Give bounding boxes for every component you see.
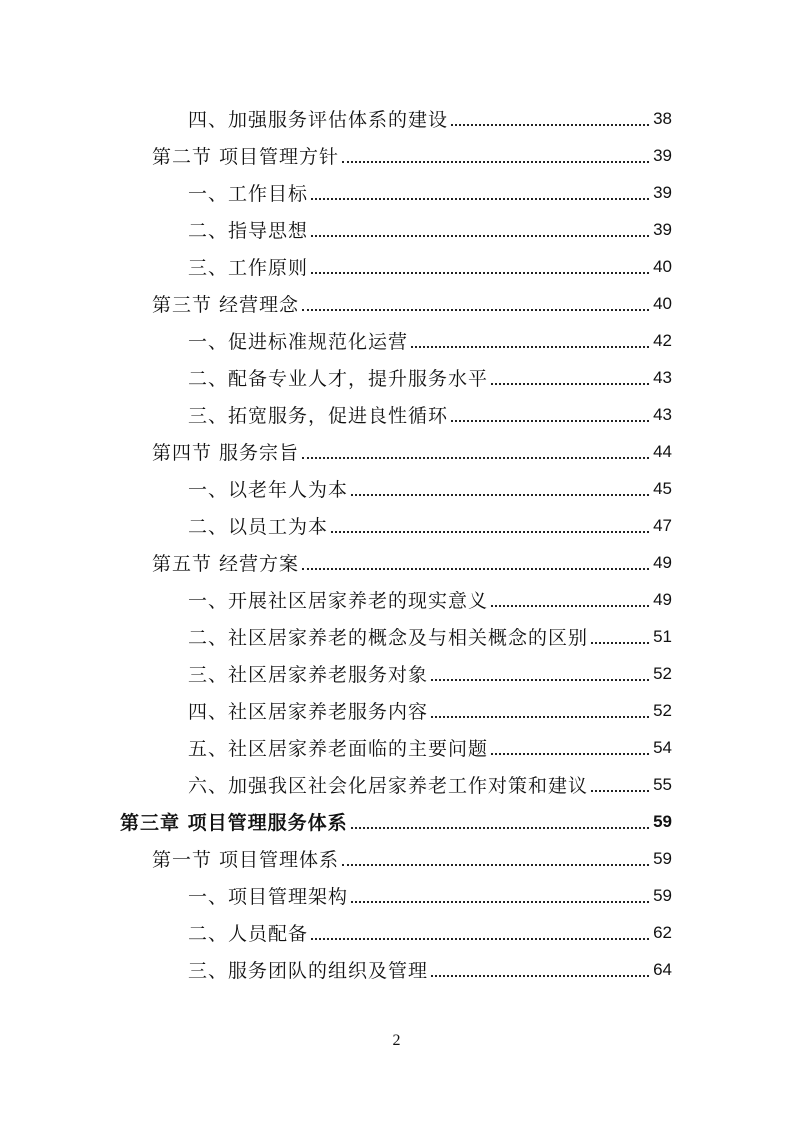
toc-entry-title: 第五节 经营方案	[152, 553, 300, 575]
toc-entry-title: 一、项目管理架构	[188, 886, 349, 908]
toc-entry-title: 二、社区居家养老的概念及与相关概念的区别	[188, 627, 589, 649]
toc-entry[interactable]	[188, 914, 672, 951]
toc-entry-title: 二、配备专业人才，提升服务水平	[188, 368, 489, 390]
toc-leader-dots	[311, 938, 649, 940]
toc-leader-dots	[311, 235, 649, 237]
toc-leader-dots	[411, 346, 649, 348]
toc-entry-title: 三、工作原则	[188, 257, 309, 279]
toc-entry-title: 四、加强服务评估体系的建设	[188, 109, 449, 131]
toc-entry-page: 44	[653, 441, 672, 461]
toc-entry-title: 六、加强我区社会化居家养老工作对策和建议	[188, 775, 589, 797]
toc-entry-page: 55	[653, 774, 672, 794]
toc-entry-title: 三、社区居家养老服务对象	[188, 664, 429, 686]
toc-entry[interactable]	[188, 470, 672, 507]
toc-entry[interactable]	[188, 396, 672, 433]
toc-entry-page: 40	[653, 256, 672, 276]
toc-leader-dots	[302, 309, 649, 311]
toc-entry-page: 39	[653, 145, 672, 165]
toc-entry[interactable]	[188, 248, 672, 285]
toc-entry-title: 第三章 项目管理服务体系	[120, 812, 348, 834]
page-number: 2	[392, 1032, 401, 1049]
toc-entry[interactable]	[188, 359, 672, 396]
toc-leader-dots	[351, 827, 649, 829]
toc-entry-title: 第一节 项目管理体系	[152, 849, 340, 871]
toc-entry[interactable]	[188, 729, 672, 766]
toc-leader-dots	[351, 494, 649, 496]
toc-entry-page: 40	[653, 293, 672, 313]
toc-entry-page: 62	[653, 922, 672, 942]
toc-leader-dots	[302, 457, 649, 459]
toc-entry[interactable]	[152, 544, 672, 581]
toc-leader-dots	[491, 753, 649, 755]
toc-entry[interactable]	[188, 692, 672, 729]
toc-entry[interactable]	[188, 507, 672, 544]
toc-entry-page: 59	[653, 848, 672, 868]
toc-leader-dots	[591, 642, 649, 644]
toc-entry-title: 三、拓宽服务，促进良性循环	[188, 405, 449, 427]
toc-entry[interactable]	[188, 322, 672, 359]
toc-entry[interactable]	[188, 581, 672, 618]
toc-entry-page: 43	[653, 404, 672, 424]
toc-chapter-entry[interactable]	[120, 803, 672, 840]
toc-leader-dots	[342, 864, 649, 866]
toc-entry-title: 二、人员配备	[188, 923, 309, 945]
toc-entry-page: 39	[653, 182, 672, 202]
toc-entry-title: 三、服务团队的组织及管理	[188, 960, 429, 982]
toc-leader-dots	[451, 124, 649, 126]
toc-leader-dots	[342, 161, 649, 163]
toc-entry[interactable]	[188, 100, 672, 137]
toc-entry[interactable]	[188, 655, 672, 692]
toc-entry[interactable]	[152, 137, 672, 174]
toc-leader-dots	[431, 716, 649, 718]
toc-leader-dots	[431, 679, 649, 681]
toc-entry[interactable]	[188, 174, 672, 211]
toc-leader-dots	[331, 531, 649, 533]
toc-entry[interactable]	[188, 766, 672, 803]
toc-entry-page: 54	[653, 737, 672, 757]
toc-entry-page: 49	[653, 552, 672, 572]
toc-entry-title: 一、促进标准规范化运营	[188, 331, 409, 353]
toc-entry-page: 43	[653, 367, 672, 387]
toc-entry-page: 47	[653, 515, 672, 535]
toc-entry-title: 一、开展社区居家养老的现实意义	[188, 590, 489, 612]
toc-entry[interactable]	[152, 285, 672, 322]
toc-entry-page: 38	[653, 108, 672, 128]
toc-entry-page: 52	[653, 700, 672, 720]
toc-entry-title: 第二节 项目管理方针	[152, 146, 340, 168]
toc-leader-dots	[311, 272, 649, 274]
toc-entry-page: 49	[653, 589, 672, 609]
toc-leader-dots	[591, 790, 649, 792]
toc-entry[interactable]	[188, 951, 672, 988]
toc-leader-dots	[491, 605, 649, 607]
toc-entry[interactable]	[188, 211, 672, 248]
toc-leader-dots	[351, 901, 649, 903]
toc-leader-dots	[451, 420, 649, 422]
toc-entry-title: 第三节 经营理念	[152, 294, 300, 316]
toc-entry-page: 59	[653, 811, 672, 831]
toc-entry[interactable]	[152, 840, 672, 877]
toc-entry-page: 45	[653, 478, 672, 498]
toc-entry-title: 一、以老年人为本	[188, 479, 349, 501]
toc-leader-dots	[302, 568, 649, 570]
toc-entry-page: 59	[653, 885, 672, 905]
toc-entry-title: 第四节 服务宗旨	[152, 442, 300, 464]
toc-entry[interactable]	[188, 618, 672, 655]
toc-entry-title: 二、指导思想	[188, 220, 309, 242]
toc-entry-title: 二、以员工为本	[188, 516, 329, 538]
toc-entry-title: 四、社区居家养老服务内容	[188, 701, 429, 723]
toc-entry-title: 五、社区居家养老面临的主要问题	[188, 738, 489, 760]
toc-entry-page: 51	[653, 626, 672, 646]
toc-entry-page: 42	[653, 330, 672, 350]
toc-entry-title: 一、工作目标	[188, 183, 309, 205]
toc-entry-page: 64	[653, 959, 672, 979]
toc-leader-dots	[311, 198, 649, 200]
toc-leader-dots	[431, 975, 649, 977]
toc-entry-page: 52	[653, 663, 672, 683]
toc-leader-dots	[491, 383, 649, 385]
toc-entry[interactable]	[152, 433, 672, 470]
toc-entry[interactable]	[188, 877, 672, 914]
toc-entry-page: 39	[653, 219, 672, 239]
